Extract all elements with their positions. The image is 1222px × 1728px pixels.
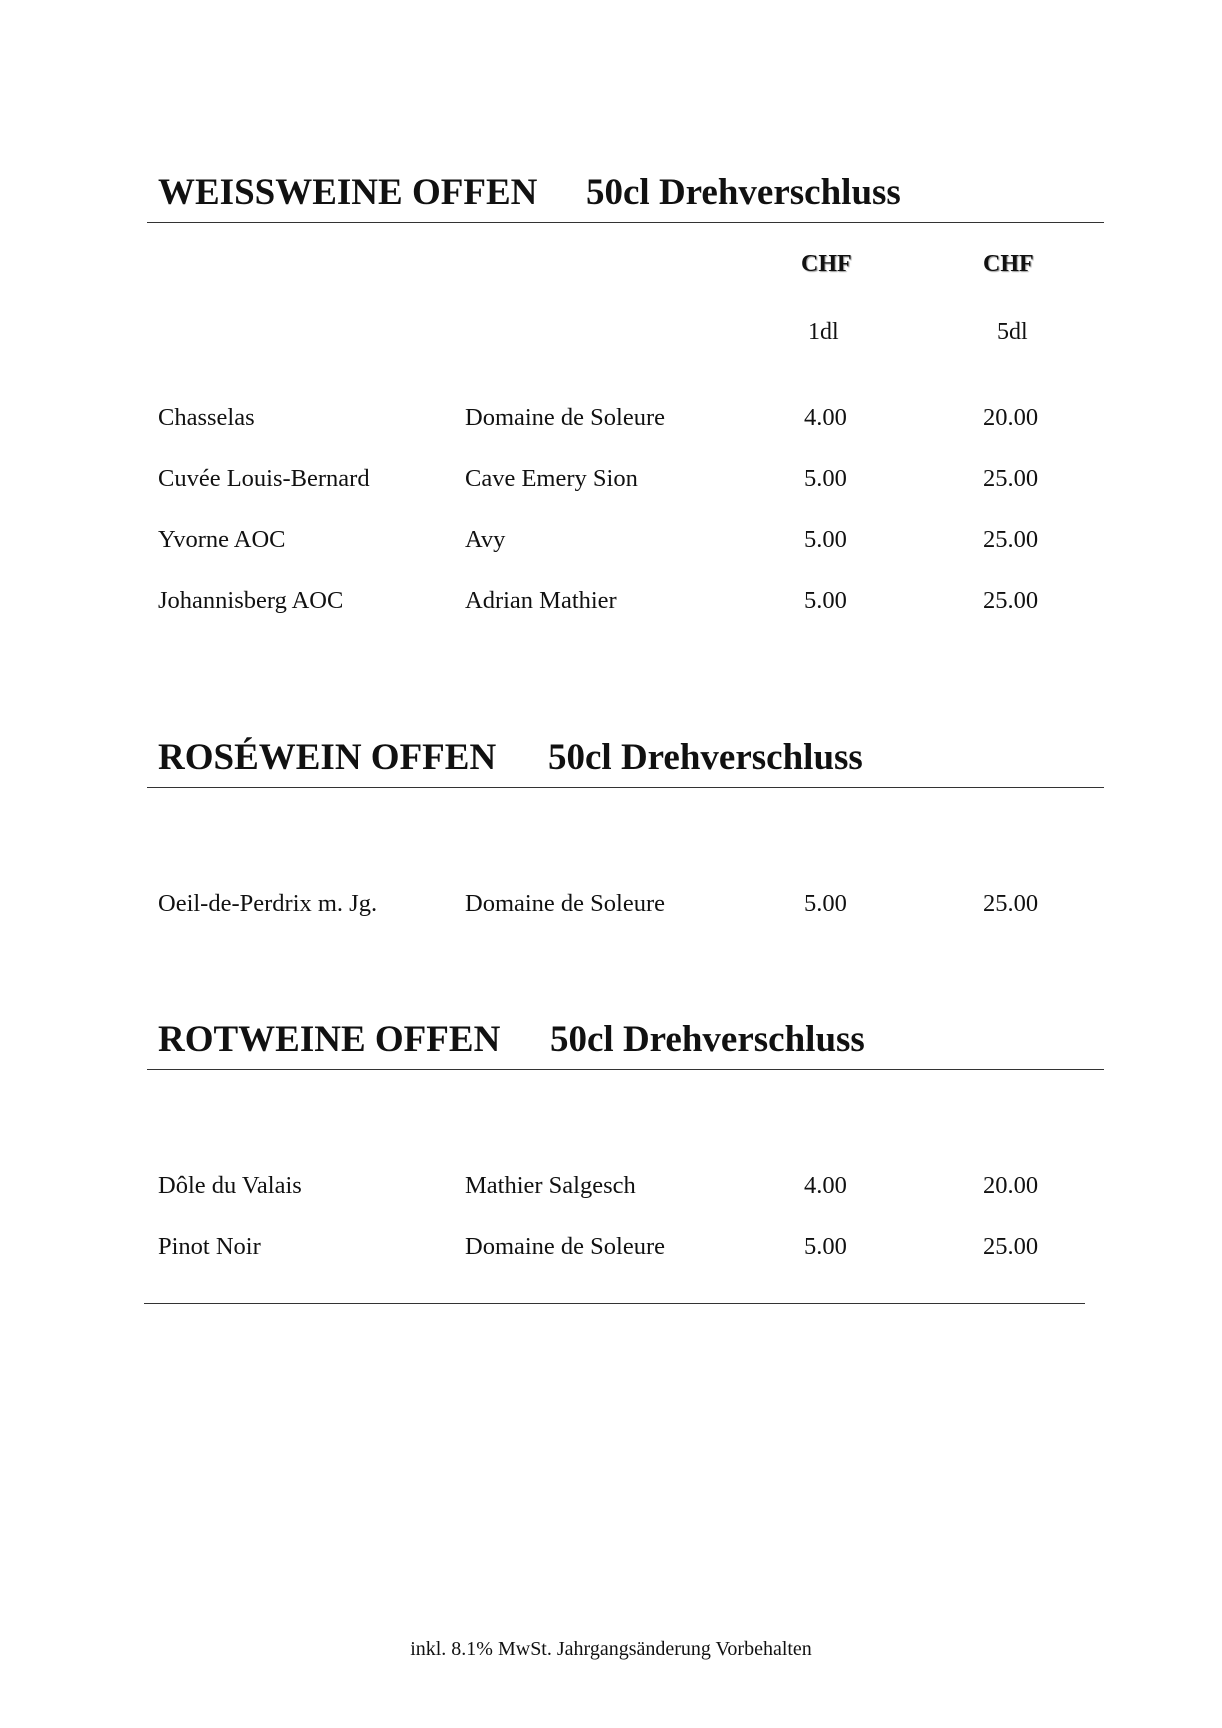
- wine-name: Cuvée Louis-Bernard: [158, 465, 370, 492]
- price-5dl: 25.00: [983, 526, 1039, 553]
- price-1dl: 5.00: [804, 465, 847, 492]
- currency-header-5dl: CHF: [983, 251, 1034, 277]
- wine-name: Johannisberg AOC: [158, 587, 344, 614]
- price-1dl: 5.00: [804, 890, 847, 917]
- price-5dl: 20.00: [983, 1172, 1039, 1199]
- wine-producer: Domaine de Soleure: [465, 404, 666, 431]
- price-5dl: 25.00: [983, 890, 1039, 917]
- section-subtitle: 50cl Drehverschluss: [548, 737, 863, 778]
- price-1dl: 5.00: [804, 587, 847, 614]
- price-1dl: 5.00: [804, 1233, 847, 1260]
- section-title-text: ROSÉWEIN OFFEN: [158, 737, 497, 778]
- price-5dl: 20.00: [983, 404, 1039, 431]
- price-5dl: 25.00: [983, 465, 1039, 492]
- section-title-text: ROTWEINE OFFEN: [158, 1019, 501, 1060]
- section-title-text: WEISSWEINE OFFEN: [158, 172, 538, 213]
- price-5dl: 25.00: [983, 587, 1039, 614]
- unit-header-1dl: 1dl: [808, 319, 839, 345]
- wine-producer: Adrian Mathier: [465, 587, 617, 614]
- wine-name: Pinot Noir: [158, 1233, 261, 1260]
- table-row: [0, 587, 1222, 617]
- table-row: [0, 526, 1222, 556]
- section-divider: [147, 1069, 1104, 1070]
- wine-name: Yvorne AOC: [158, 526, 286, 553]
- wine-producer: Domaine de Soleure: [465, 1233, 666, 1260]
- price-1dl: 5.00: [804, 526, 847, 553]
- table-row: [0, 890, 1222, 920]
- unit-header-5dl: 5dl: [997, 319, 1028, 345]
- wine-name: Dôle du Valais: [158, 1172, 302, 1199]
- table-row: [0, 404, 1222, 434]
- currency-header-1dl: CHF: [801, 251, 852, 277]
- wine-producer: Avy: [465, 526, 506, 553]
- table-row: [0, 1172, 1222, 1202]
- wine-producer: Domaine de Soleure: [465, 890, 666, 917]
- wine-name: Oeil-de-Perdrix m. Jg.: [158, 890, 378, 917]
- price-5dl: 25.00: [983, 1233, 1039, 1260]
- price-1dl: 4.00: [804, 404, 847, 431]
- table-row: [0, 465, 1222, 495]
- wine-name: Chasselas: [158, 404, 255, 431]
- footer-note: inkl. 8.1% MwSt. Jahrgangsänderung Vorbehalten: [410, 1638, 812, 1660]
- price-1dl: 4.00: [804, 1172, 847, 1199]
- section-title-rosewein: [158, 736, 863, 779]
- section-subtitle: 50cl Drehverschluss: [586, 172, 901, 213]
- section-divider: [147, 787, 1104, 788]
- section-subtitle: 50cl Drehverschluss: [550, 1019, 865, 1060]
- wine-producer: Cave Emery Sion: [465, 465, 638, 492]
- table-row: [0, 1233, 1222, 1263]
- section-title-rotweine: [158, 1018, 865, 1061]
- section-divider: [147, 222, 1104, 223]
- wine-producer: Mathier Salgesch: [465, 1172, 636, 1199]
- section-title-weissweine: [158, 171, 901, 214]
- bottom-divider: [144, 1303, 1085, 1304]
